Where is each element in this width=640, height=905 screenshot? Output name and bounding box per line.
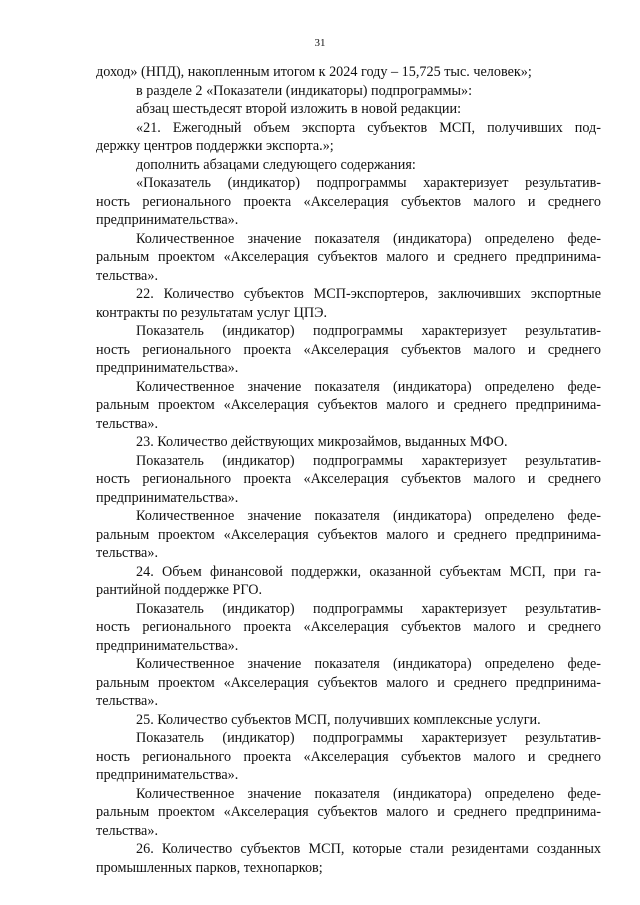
text-line: тельства». — [96, 822, 158, 839]
text-line: Показатель (индикатор) подпрограммы характеризует результатив- — [136, 600, 601, 617]
text-line: промышленных парков, технопарков; — [96, 859, 323, 876]
text-line: предпринимательства». — [96, 212, 239, 228]
text-line: предпринимательства». — [96, 360, 239, 376]
text-line: дополнить абзацами следующего содержания: — [136, 156, 416, 173]
text-line: ность регионального проекта «Акселерация субъектов малого и среднего — [96, 619, 601, 635]
text-line: в разделе 2 «Показатели (индикаторы) подпрограммы»: — [136, 82, 473, 99]
text-line: Количественное значение показателя (индикатора) определено феде- — [136, 785, 601, 802]
page-number: 31 — [314, 37, 326, 49]
text-line: ральным проектом «Акселерация субъектов малого и среднего предпринима- — [96, 804, 601, 820]
text-line: контракты по результатам услуг ЦПЭ. — [96, 304, 328, 321]
text-line: Показатель (индикатор) подпрограммы характеризует результатив- — [136, 452, 601, 469]
text-line: 22. Количество субъектов МСП-экспортеров, заключивших экспортные — [136, 286, 601, 302]
text-line: абзац шестьдесят второй изложить в новой редакции: — [136, 101, 462, 117]
text-line: 26. Количество субъектов МСП, которые стали резидентами созданных — [136, 841, 601, 857]
text-line: предпринимательства». — [96, 489, 239, 506]
text-line: 23. Количество действующих микрозаймов, выданных МФО. — [136, 434, 508, 450]
text-line: Количественное значение показателя (индикатора) определено феде- — [136, 656, 601, 672]
text-line: Показатель (индикатор) подпрограммы характеризует результатив- — [136, 730, 601, 746]
text-line: «Показатель (индикатор) подпрограммы характеризует результатив- — [136, 175, 601, 191]
text-line: Количественное значение показателя (индикатора) определено феде- — [136, 508, 601, 524]
text-line: ность регионального проекта «Акселерация субъектов малого и среднего — [96, 471, 601, 487]
document-body — [96, 63, 601, 877]
text-line: ность регионального проекта «Акселерация субъектов малого и среднего — [96, 748, 601, 765]
text-line: ральным проектом «Акселерация субъектов малого и среднего предпринима- — [96, 249, 601, 265]
text-line: ность регионального проекта «Акселерация субъектов малого и среднего — [96, 341, 601, 358]
text-line: ность регионального проекта «Акселерация субъектов малого и среднего — [96, 193, 601, 210]
text-line: доход» (НПД), накопленным итогом к 2024 году – 15,725 тыс. человек»; — [96, 64, 532, 80]
text-line: ральным проектом «Акселерация субъектов малого и среднего предпринима- — [96, 526, 601, 543]
text-line: тельства». — [96, 545, 158, 561]
text-line: Количественное значение показателя (индикатора) определено феде- — [136, 230, 601, 247]
text-line: 25. Количество субъектов МСП, получивших комплексные услуги. — [136, 711, 541, 728]
text-line: Показатель (индикатор) подпрограммы характеризует результатив- — [136, 323, 601, 339]
text-line: ральным проектом «Акселерация субъектов малого и среднего предпринима- — [96, 397, 601, 413]
text-line: «21. Ежегодный объем экспорта субъектов МСП, получивших под- — [136, 119, 601, 136]
text-line: тельства». — [96, 693, 158, 709]
text-line: тельства». — [96, 415, 158, 432]
text-line: ральным проектом «Акселерация субъектов малого и среднего предпринима- — [96, 674, 601, 691]
text-line: рантийной поддержке РГО. — [96, 582, 263, 598]
text-line: тельства». — [96, 267, 158, 284]
text-line: предпринимательства». — [96, 767, 239, 783]
text-line: держку центров поддержки экспорта.»; — [96, 138, 334, 154]
text-line: 24. Объем финансовой поддержки, оказанной субъектам МСП, при га- — [136, 563, 601, 580]
text-line: Количественное значение показателя (индикатора) определено феде- — [136, 378, 601, 395]
text-line: предпринимательства». — [96, 637, 239, 654]
